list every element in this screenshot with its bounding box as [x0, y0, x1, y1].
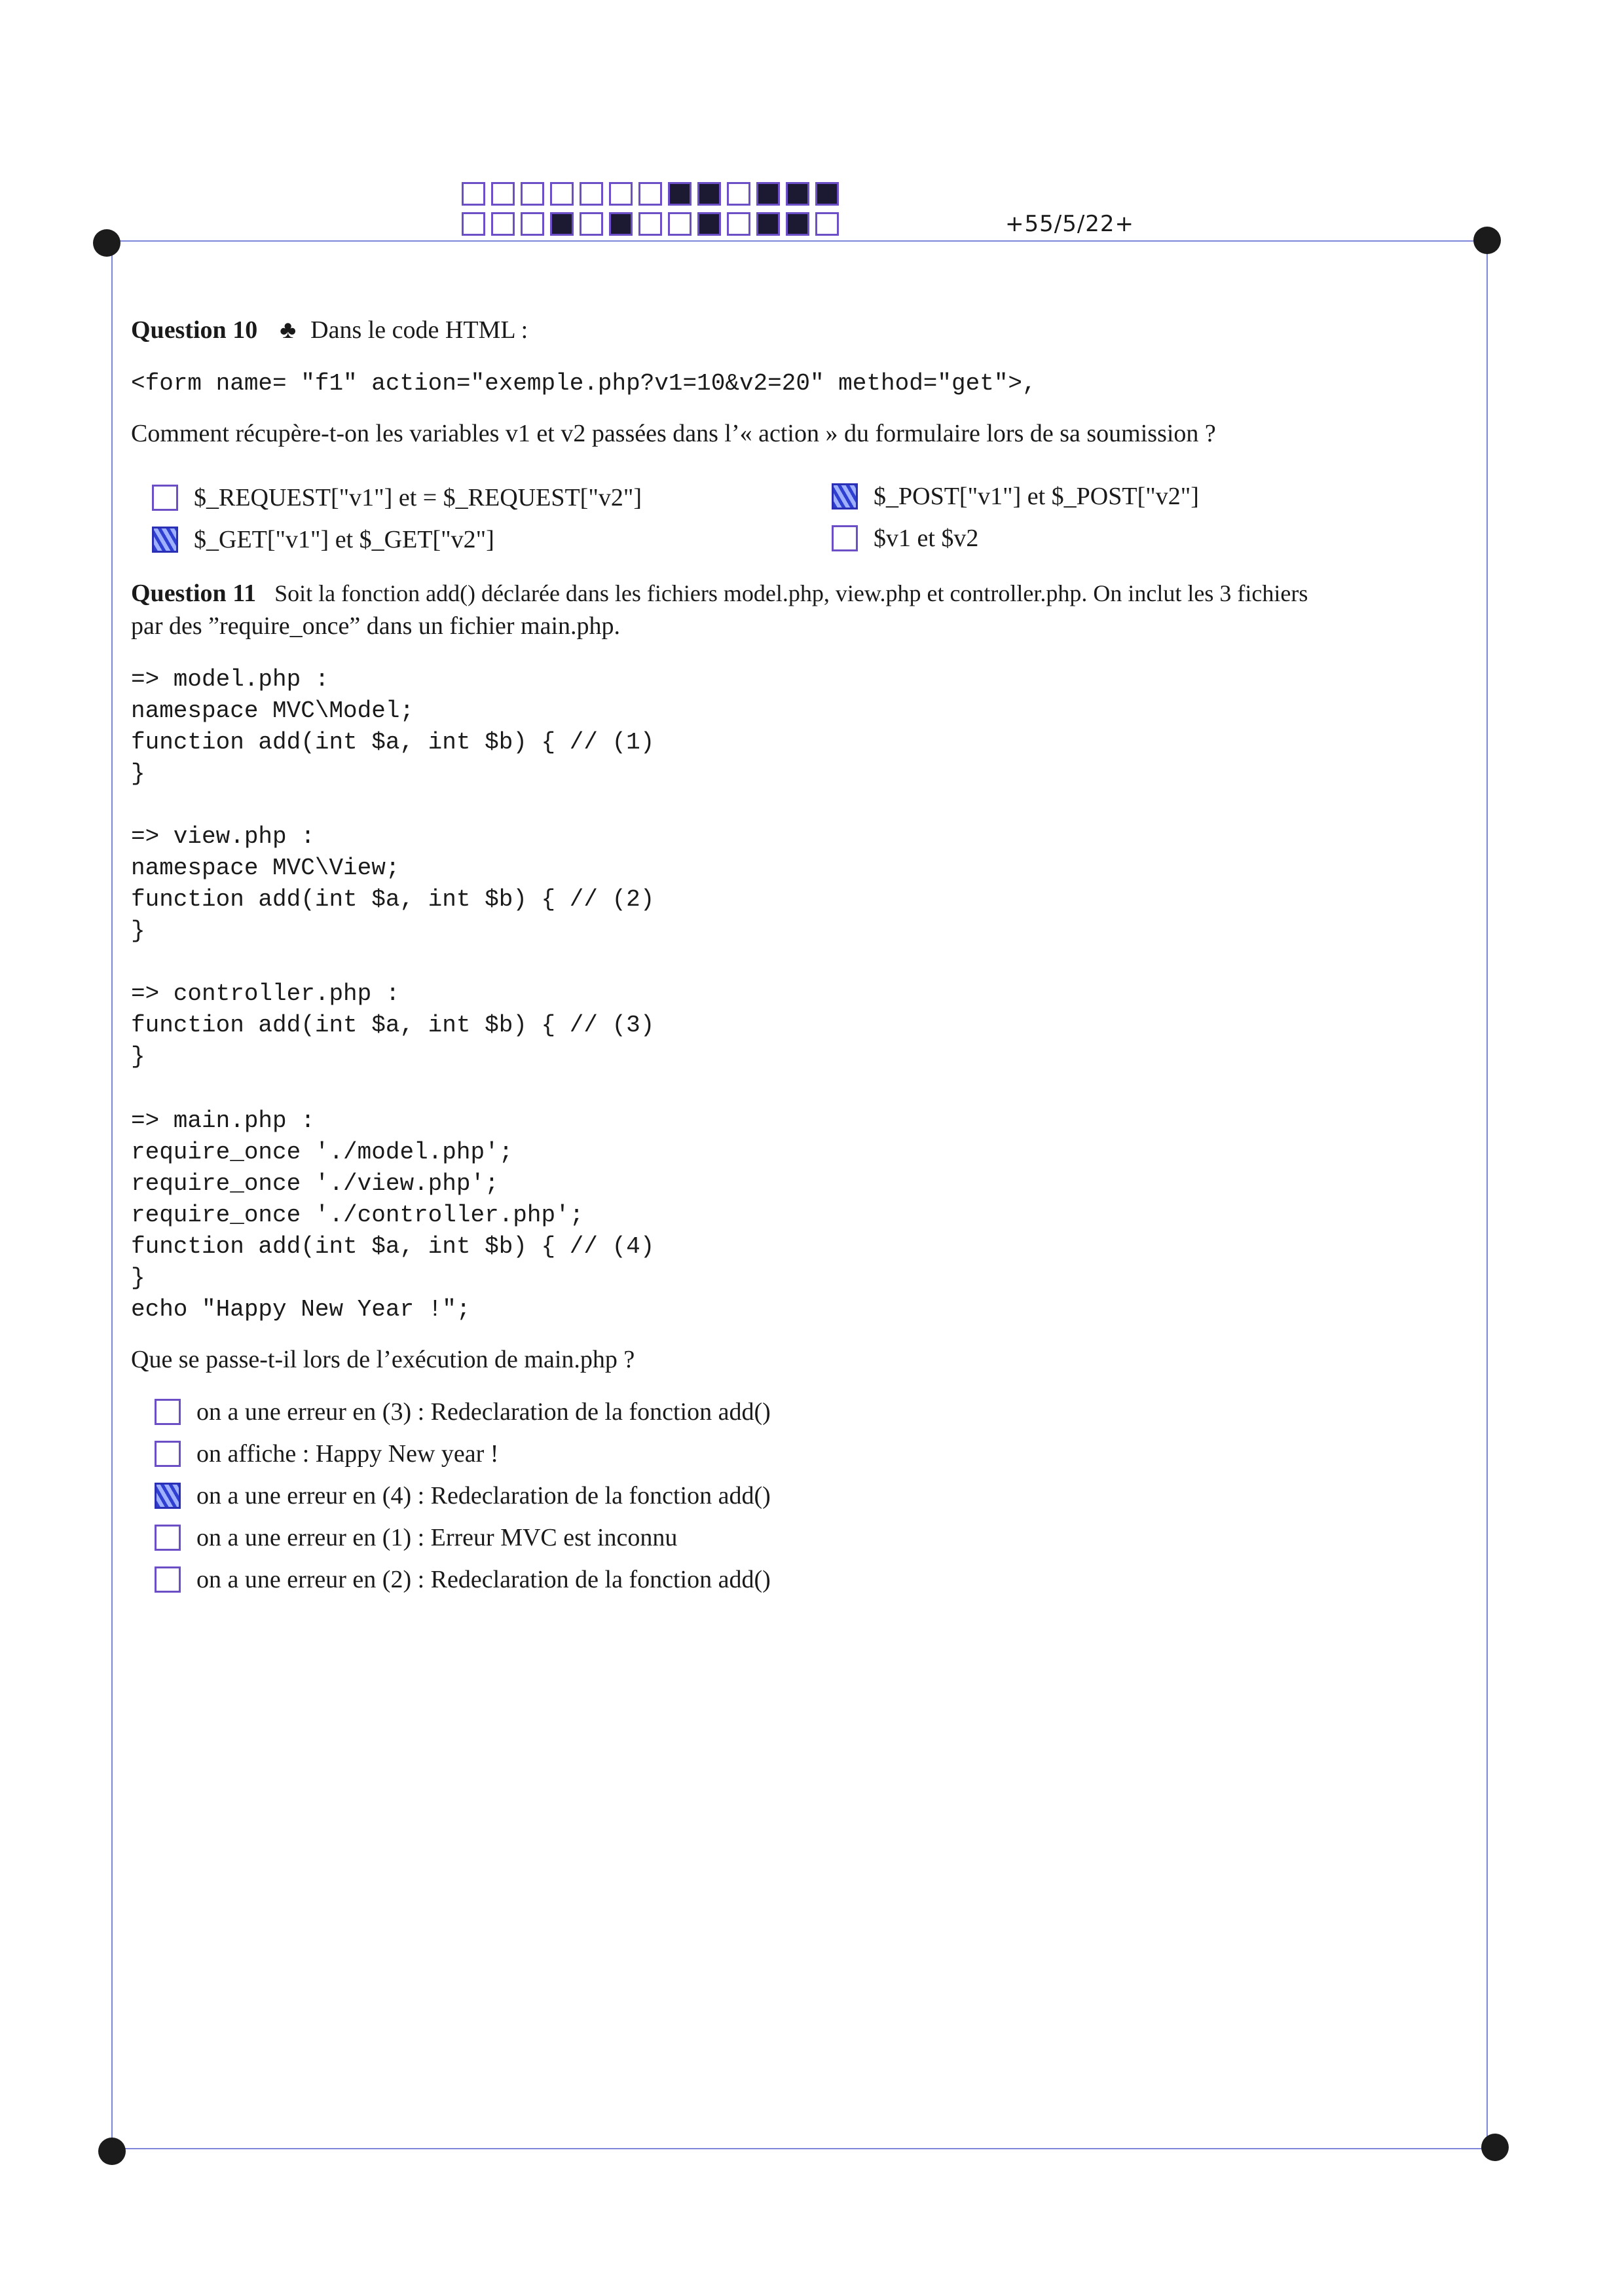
- choice-label: on a une erreur en (2) : Redeclaration de la fonction add(): [196, 1566, 771, 1593]
- code-cell: [462, 182, 485, 206]
- code-cell: [550, 212, 574, 236]
- q10-choice-3[interactable]: [152, 523, 494, 557]
- corner-mark-bottom-right: [1481, 2134, 1509, 2161]
- page-code-grid: [462, 182, 845, 242]
- code-view: => view.php : namespace MVC\View; function add(int $a, int $b) { // (2) }: [131, 823, 655, 944]
- choice-label: on a une erreur en (1) : Erreur MVC est inconnu: [196, 1524, 678, 1551]
- code-cell: [697, 182, 721, 206]
- choice-label: $_POST["v1"] et $_POST["v2"]: [874, 483, 1199, 510]
- choice-label: on a une erreur en (4) : Redeclaration de la fonction add(): [196, 1482, 771, 1509]
- corner-mark-top-left: [93, 229, 120, 257]
- q10-choice-2[interactable]: [832, 479, 1199, 513]
- code-row-2: [462, 212, 845, 237]
- question-11-intro-line2: par des ”require_once” dans un fichier main.php.: [131, 612, 621, 640]
- frame-bottom: [111, 2148, 1494, 2149]
- frame-right: [1486, 240, 1488, 2146]
- code-cell: [580, 182, 603, 206]
- q11-choice-1[interactable]: [155, 1395, 771, 1429]
- q11-choice-4[interactable]: [155, 1521, 677, 1555]
- code-cell: [550, 182, 574, 206]
- code-cell: [609, 212, 633, 236]
- code-cell: [609, 182, 633, 206]
- checkbox[interactable]: [152, 485, 178, 511]
- code-cell: [786, 212, 809, 236]
- code-cell: [491, 212, 515, 236]
- checkbox[interactable]: [155, 1525, 181, 1551]
- checkbox[interactable]: [152, 527, 178, 553]
- question-11-intro-line1: Soit la fonction add() déclarée dans les fichiers model.php, view.php et controller.php. On inclut les 3 fichiers: [274, 580, 1308, 606]
- code-cell: [697, 212, 721, 236]
- code-cell: [756, 212, 780, 236]
- q11-choice-3[interactable]: [155, 1479, 771, 1513]
- question-10-prompt: Comment récupère-t-on les variables v1 et v2 passées dans l’« action » du formulaire lors de sa soumission ?: [131, 420, 1216, 447]
- code-cell: [638, 182, 662, 206]
- choice-label: $v1 et $v2: [874, 525, 979, 552]
- code-cell: [491, 182, 515, 206]
- choice-label: $_GET["v1"] et $_GET["v2"]: [194, 526, 494, 553]
- q11-choice-2[interactable]: [155, 1437, 498, 1471]
- code-main: => main.php : require_once './model.php'; require_once './view.php'; require_once './controller.php'; function add(int $a, int $b) { // (4) } echo "Happy New Year !";: [131, 1107, 655, 1323]
- code-row-1: [462, 182, 845, 207]
- code-cell: [786, 182, 809, 206]
- choice-label: $_REQUEST["v1"] et = $_REQUEST["v2"]: [194, 484, 642, 511]
- page-id: +55/5/22+: [1005, 211, 1135, 237]
- code-cell: [668, 212, 692, 236]
- question-10-intro: Dans le code HTML :: [310, 316, 528, 344]
- question-10-header: [131, 313, 528, 347]
- code-cell: [521, 182, 544, 206]
- q11-choice-5[interactable]: [155, 1563, 771, 1597]
- code-cell: [727, 182, 750, 206]
- question-10-code: <form name= "f1" action="exemple.php?v1=10&v2=20" method="get">,: [131, 370, 1037, 397]
- checkbox[interactable]: [155, 1483, 181, 1509]
- checkbox[interactable]: [155, 1441, 181, 1467]
- code-cell: [668, 182, 692, 206]
- corner-mark-bottom-left: [98, 2138, 126, 2165]
- corner-mark-top-right: [1473, 227, 1501, 254]
- question-10-title: Question 10: [131, 316, 258, 344]
- checkbox[interactable]: [832, 525, 858, 551]
- checkbox[interactable]: [832, 483, 858, 509]
- code-cell: [815, 182, 839, 206]
- code-cell: [727, 212, 750, 236]
- code-model: => model.php : namespace MVC\Model; function add(int $a, int $b) { // (1) }: [131, 666, 655, 787]
- q10-choice-4[interactable]: [832, 521, 978, 555]
- checkbox[interactable]: [155, 1566, 181, 1593]
- frame-left: [111, 240, 113, 2153]
- code-cell: [638, 212, 662, 236]
- club-icon: ♣: [280, 316, 297, 344]
- code-controller: => controller.php : function add(int $a, int $b) { // (3) }: [131, 980, 655, 1070]
- code-cell: [521, 212, 544, 236]
- q10-choice-1[interactable]: [152, 481, 642, 515]
- question-11-title: Question 11: [131, 580, 257, 607]
- choice-label: on a une erreur en (3) : Redeclaration de la fonction add(): [196, 1398, 771, 1426]
- code-cell: [756, 182, 780, 206]
- code-cell: [580, 212, 603, 236]
- choice-label: on affiche : Happy New year !: [196, 1440, 499, 1468]
- question-11-header: [131, 576, 1467, 610]
- code-cell: [815, 212, 839, 236]
- checkbox[interactable]: [155, 1399, 181, 1425]
- question-11-prompt: Que se passe-t-il lors de l’exécution de main.php ?: [131, 1346, 635, 1373]
- code-cell: [462, 212, 485, 236]
